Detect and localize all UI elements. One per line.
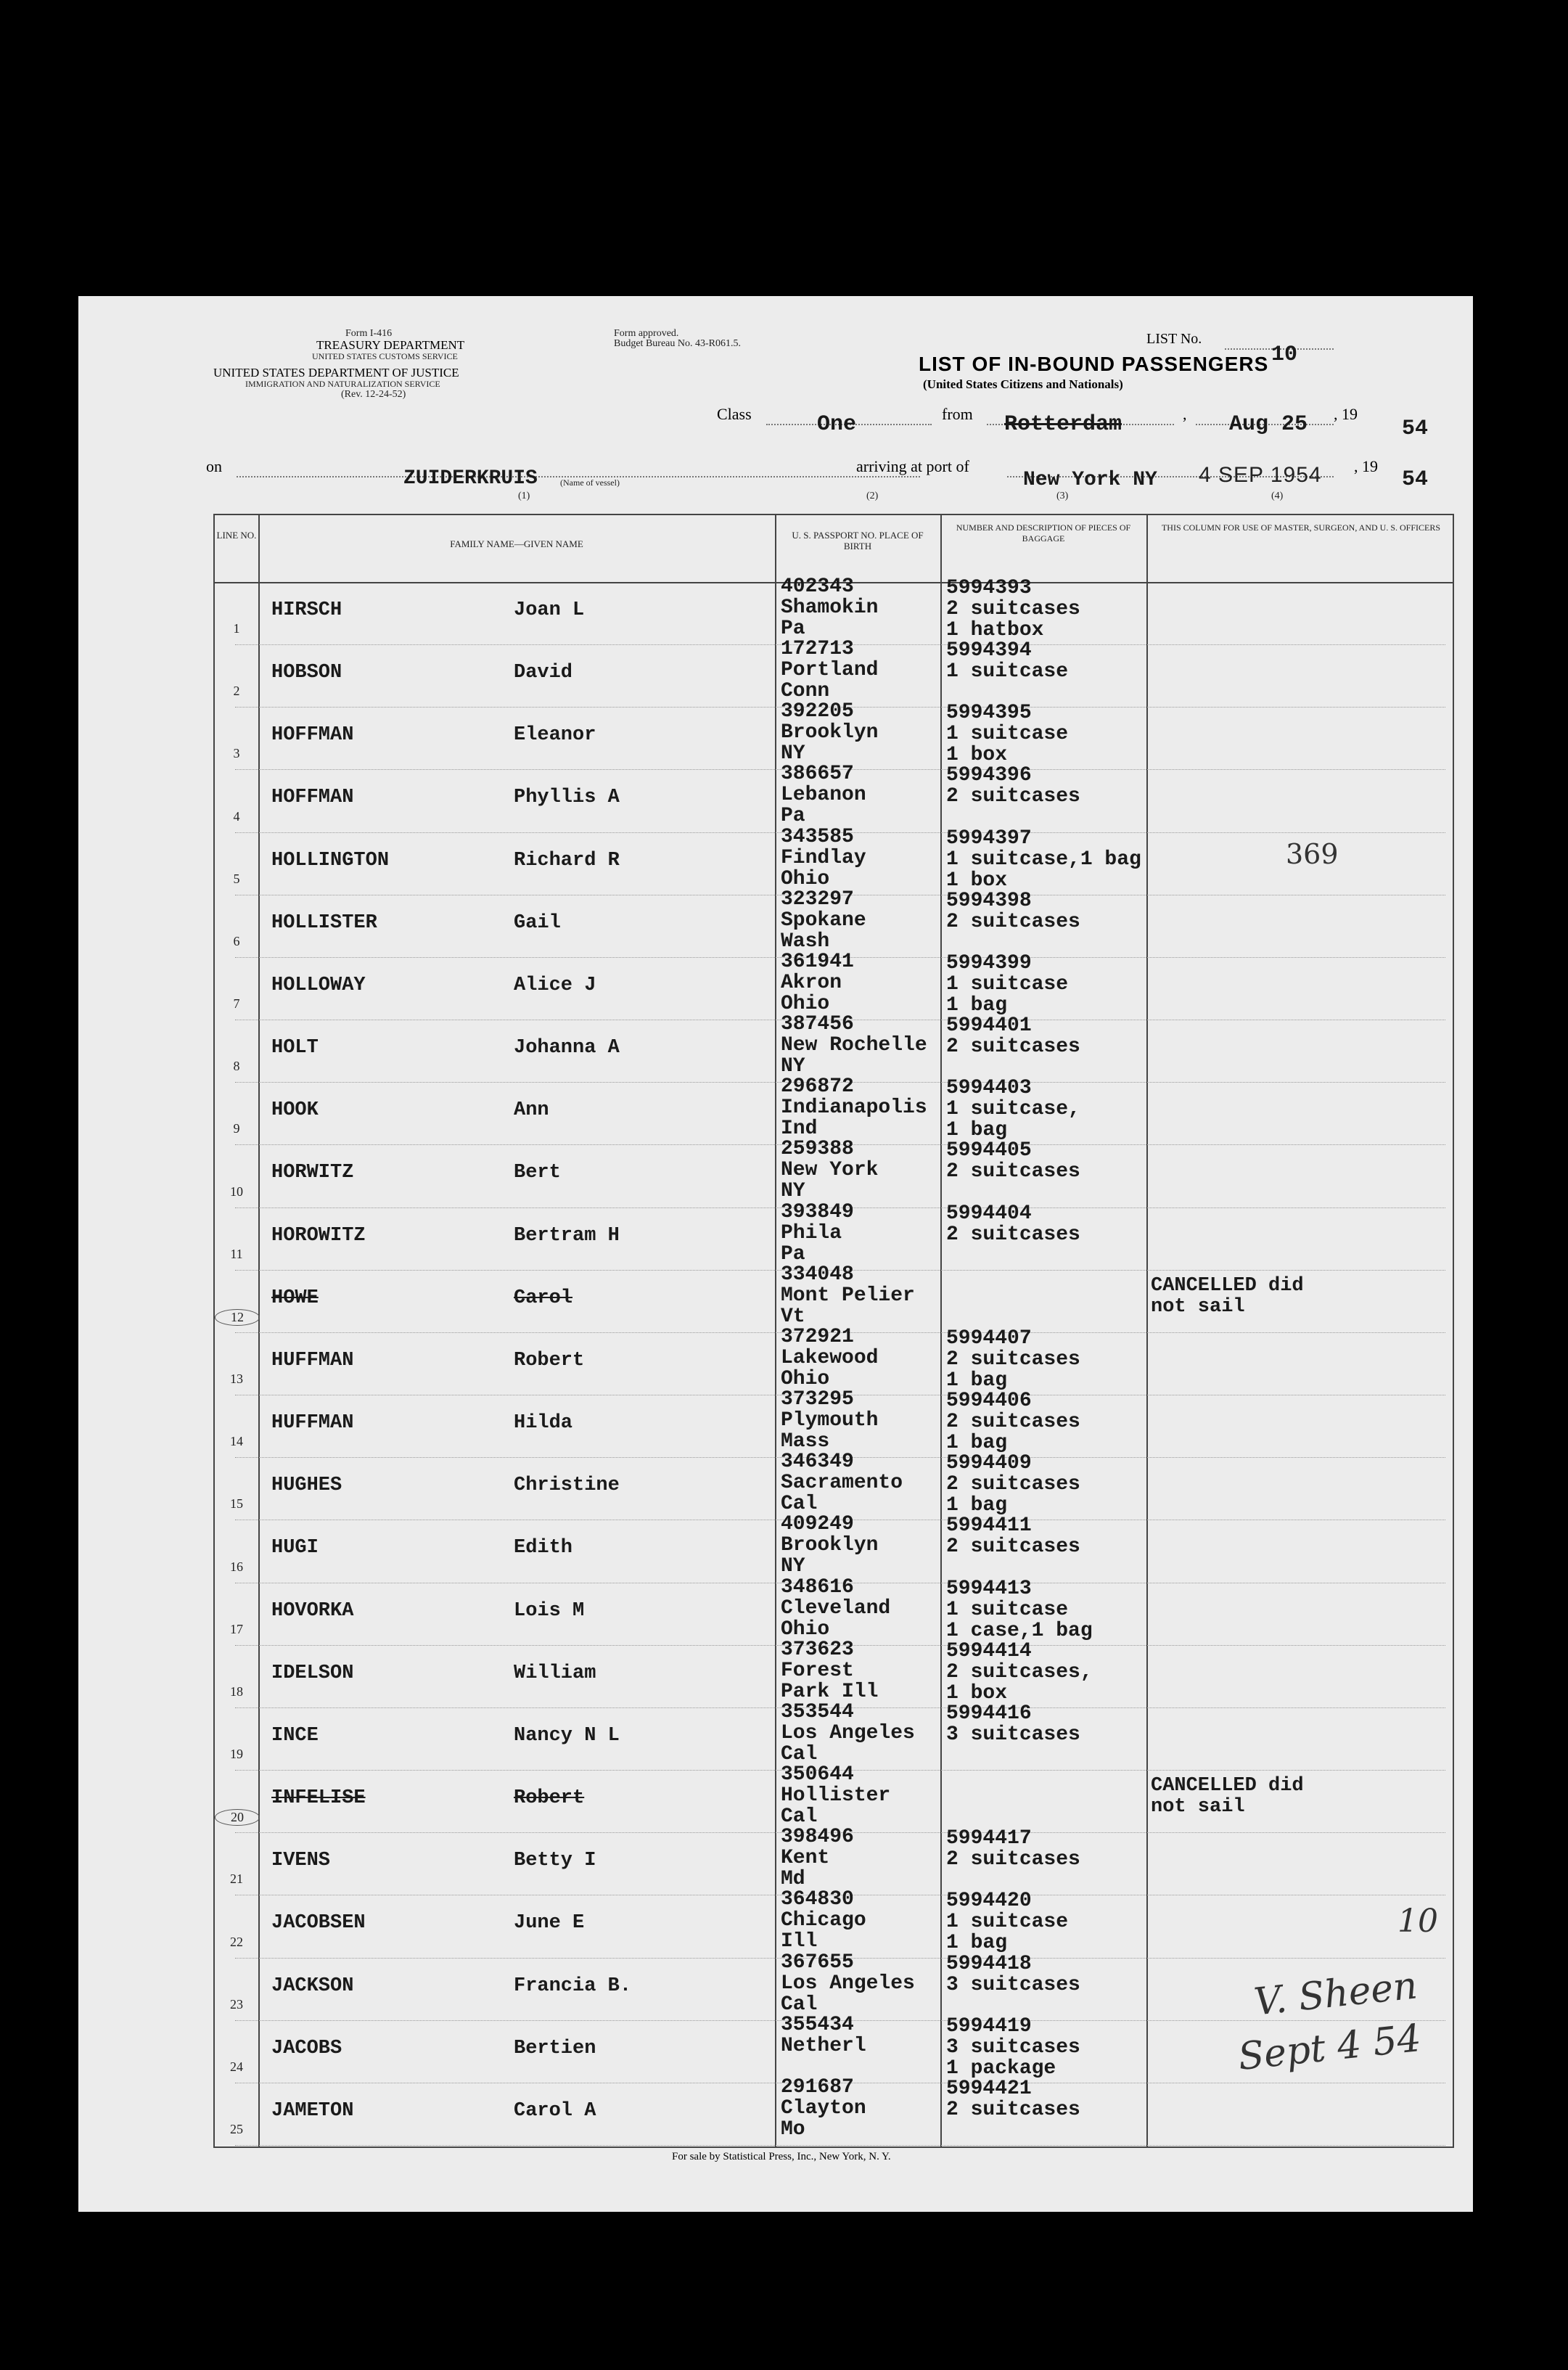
baggage-line: 5994416 (946, 1702, 1032, 1725)
line-number: 20 (215, 1809, 260, 1826)
passport-number: 373623 (781, 1638, 854, 1661)
family-name: HOFFMAN (271, 787, 354, 809)
family-name: HOBSON (271, 662, 342, 684)
vessel-name: ZUIDERKRUIS (403, 467, 538, 490)
family-name: HOLLINGTON (271, 849, 390, 872)
baggage-line: 1 bag (946, 1119, 1008, 1142)
family-name: HOLT (271, 1037, 319, 1059)
birth-place: Kent (781, 1847, 830, 1870)
birth-state: NY (781, 1555, 805, 1578)
line-number: 7 (233, 996, 240, 1012)
baggage-line: 2 suitcases (946, 1535, 1080, 1559)
birth-state: Cal (781, 1493, 818, 1516)
line-number: 14 (230, 1434, 243, 1449)
table-row (215, 1826, 1453, 1896)
baggage-line: 2 suitcases (946, 1348, 1080, 1371)
line-number: 24 (230, 2059, 243, 2074)
birth-place: Lakewood (781, 1346, 879, 1369)
baggage-line: 1 bag (946, 1369, 1008, 1392)
passport-number: 364830 (781, 1888, 854, 1911)
line-number: 15 (230, 1496, 243, 1512)
officer-note: CANCELLED did not sail (1151, 1775, 1304, 1818)
col-header-officers: THIS COLUMN FOR USE OF MASTER, SURGEON, AND U. S. OFFICERS (1161, 522, 1441, 533)
birth-place: Shamokin (781, 596, 879, 619)
table-row (215, 1638, 1453, 1709)
baggage-line: 1 bag (946, 993, 1008, 1017)
family-name: HUGHES (271, 1475, 342, 1497)
year-2: 54 (1402, 467, 1429, 492)
baggage-line: 1 box (946, 1681, 1008, 1705)
list-no-label: LIST No. (1146, 331, 1202, 347)
given-name: Nancy N L (514, 1724, 620, 1747)
birth-state: Pa (781, 805, 805, 828)
table-row (215, 1200, 1453, 1271)
passport-number: 393849 (781, 1200, 854, 1223)
baggage-line: 2 suitcases (946, 1848, 1080, 1871)
baggage-line: 5994395 (946, 702, 1032, 725)
birth-place: Netherl (781, 2034, 866, 2057)
baggage-line: 1 bag (946, 1932, 1008, 1955)
family-name: IVENS (271, 1850, 331, 1872)
given-name: June E (514, 1912, 585, 1935)
col-header-line-no: LINE NO. (216, 530, 257, 541)
manifest-table (213, 514, 1454, 2148)
given-name: Bert (514, 1162, 561, 1184)
baggage-line: 1 box (946, 869, 1008, 892)
dept-customs: UNITED STATES CUSTOMS SERVICE (312, 351, 458, 361)
birth-state: Md (781, 1868, 805, 1891)
from-port: Rotterdam (1004, 412, 1122, 437)
footer-publisher: For sale by Statistical Press, Inc., New York, N. Y. (672, 2151, 891, 2162)
birth-place: New Rochelle (781, 1034, 927, 1057)
birth-state: Cal (781, 1993, 818, 2016)
given-name: Robert (514, 1349, 585, 1371)
passport-number: 398496 (781, 1826, 854, 1849)
footnote-1: (1) (518, 491, 530, 501)
birth-state: Cal (781, 1742, 818, 1766)
given-name: Christine (514, 1475, 620, 1497)
line-number: 12 (215, 1309, 260, 1326)
table-row (215, 825, 1453, 896)
birth-state: Ohio (781, 992, 830, 1015)
baggage-line: 1 suitcase, (946, 1098, 1080, 1121)
baggage-line: 1 case,1 bag (946, 1619, 1093, 1642)
passport-number: 372921 (781, 1325, 854, 1348)
baggage-line: 1 suitcase (946, 1911, 1069, 1934)
given-name: Ann (514, 1099, 549, 1122)
baggage-line: 3 suitcases (946, 2035, 1080, 2059)
arrival-date-stamp: 4 SEP 1954 (1199, 463, 1322, 487)
passport-number: 386657 (781, 763, 854, 786)
baggage-line: 5994413 (946, 1577, 1032, 1600)
manifest-rows (215, 575, 1453, 2146)
passport-number: 334048 (781, 1263, 854, 1286)
footnote-2: (2) (866, 491, 879, 501)
birth-place: Los Angeles (781, 1721, 915, 1744)
table-row (215, 1888, 1453, 1959)
family-name: INFELISE (271, 1787, 366, 1810)
family-name: IDELSON (271, 1662, 354, 1684)
table-row (215, 1700, 1453, 1771)
birth-place: Sacramento (781, 1472, 903, 1495)
line-number: 4 (233, 808, 240, 824)
year-1: 54 (1402, 417, 1429, 441)
family-name: HOROWITZ (271, 1224, 366, 1247)
line-number: 10 (230, 1184, 243, 1199)
passport-number: 361941 (781, 950, 854, 973)
baggage-line: 5994404 (946, 1202, 1032, 1225)
birth-place: Lebanon (781, 784, 866, 807)
form-subtitle: (United States Citizens and Nationals) (923, 377, 1123, 391)
baggage-line: 5994411 (946, 1514, 1032, 1538)
baggage-line: 2 suitcases (946, 1036, 1080, 1059)
line-number: 13 (230, 1371, 243, 1387)
birth-state: Mo (781, 2117, 805, 2141)
baggage-line: 5994403 (946, 1077, 1032, 1100)
baggage-line: 5994409 (946, 1452, 1032, 1475)
family-name: HUFFMAN (271, 1349, 354, 1371)
baggage-line: 5994401 (946, 1014, 1032, 1038)
birth-place: Brooklyn (781, 721, 879, 745)
family-name: JAMETON (271, 2099, 354, 2122)
baggage-line: 3 suitcases (946, 1973, 1080, 1996)
dept-treasury: TREASURY DEPARTMENT (316, 338, 465, 352)
given-name: Richard R (514, 849, 620, 872)
birth-place: Indianapolis (781, 1096, 927, 1120)
family-name: HIRSCH (271, 599, 342, 621)
line-number: 19 (230, 1747, 243, 1762)
passport-number: 409249 (781, 1513, 854, 1536)
budget-bureau: Budget Bureau No. 43-R061.5. (614, 338, 741, 349)
passport-number: 296872 (781, 1075, 854, 1099)
manifest-page (78, 296, 1473, 2212)
birth-state: Vt (781, 1305, 805, 1328)
line-number: 23 (230, 1996, 243, 2012)
passport-number: 353544 (781, 1700, 854, 1723)
list-no-value: 10 (1271, 343, 1298, 367)
baggage-line: 2 suitcases (946, 1411, 1080, 1434)
passport-number: 323297 (781, 887, 854, 911)
table-row (215, 1325, 1453, 1396)
passport-number: 343585 (781, 825, 854, 848)
birth-place: Cleveland (781, 1596, 891, 1620)
birth-state: Ind (781, 1118, 818, 1141)
officer-note: CANCELLED did not sail (1151, 1274, 1304, 1318)
passport-number: 259388 (781, 1138, 854, 1161)
birth-place: Phila (781, 1221, 842, 1245)
table-row (215, 1013, 1453, 1083)
baggage-line: 1 box (946, 744, 1008, 767)
table-row (215, 1388, 1453, 1459)
handwritten-date: Sept 4 54 (1236, 2016, 1424, 2080)
baggage-line: 2 suitcases (946, 598, 1080, 620)
baggage-line: 5994418 (946, 1952, 1032, 1975)
table-row (215, 887, 1453, 959)
arrival-port: New York NY (1023, 469, 1157, 491)
line-number: 25 (230, 2121, 243, 2136)
birth-place: Brooklyn (781, 1534, 879, 1557)
line-number: 21 (230, 1871, 243, 1887)
line-number: 5 (233, 871, 240, 886)
line-number: 8 (233, 1059, 240, 1074)
family-name: HOLLOWAY (271, 974, 366, 996)
given-name: Robert (514, 1787, 585, 1810)
baggage-line: 1 hatbox (946, 619, 1044, 641)
birth-state: Conn (781, 680, 830, 703)
given-name: Bertien (514, 2037, 596, 2059)
officer-note: 369 (1286, 837, 1339, 870)
from-date: Aug 25 (1229, 412, 1308, 437)
given-name: Edith (514, 1537, 573, 1559)
baggage-line: 2 suitcases (946, 1223, 1080, 1246)
table-row (215, 1763, 1453, 1834)
family-name: HOWE (271, 1287, 319, 1309)
baggage-line: 5994414 (946, 1639, 1032, 1662)
line-number: 22 (230, 1934, 243, 1949)
class-value: One (817, 412, 857, 437)
family-name: HORWITZ (271, 1162, 354, 1184)
birth-place: Mont Pelier (781, 1284, 915, 1307)
birth-place: Portland (781, 659, 879, 682)
birth-state: NY (781, 1180, 805, 1203)
birth-place: Findlay (781, 846, 866, 869)
arriving-label: arriving at port of (856, 457, 969, 475)
col-header-name: FAMILY NAME—GIVEN NAME (450, 538, 583, 549)
baggage-line: 1 bag (946, 1432, 1008, 1455)
passport-number: 367655 (781, 1951, 854, 1974)
birth-state: Ill (781, 1930, 818, 1953)
table-row (215, 2075, 1453, 2146)
birth-place: Akron (781, 971, 842, 994)
year-prefix-1: , 19 (1334, 405, 1358, 423)
given-name: Eleanor (514, 724, 596, 747)
birth-state: Pa (781, 1242, 805, 1266)
baggage-line: 2 suitcases (946, 785, 1080, 808)
year-prefix-2: , 19 (1354, 457, 1378, 475)
birth-place: Chicago (781, 1909, 866, 1932)
passport-number: 346349 (781, 1451, 854, 1474)
family-name: JACKSON (271, 1975, 354, 1997)
family-name: HOLLISTER (271, 911, 377, 934)
birth-state: Mass (781, 1430, 830, 1453)
passport-number: 402343 (781, 575, 854, 598)
baggage-line: 5994419 (946, 2014, 1032, 2038)
birth-state: Cal (781, 1805, 818, 1829)
line-number: 6 (233, 933, 240, 948)
baggage-line: 1 suitcase (946, 660, 1069, 684)
given-name: Francia B. (514, 1975, 632, 1997)
birth-place: Forest (781, 1659, 854, 1682)
from-label: from (942, 405, 973, 423)
birth-state: Ohio (781, 1617, 830, 1641)
baggage-line: 2 suitcases (946, 1473, 1080, 1496)
birth-state: Wash (781, 930, 830, 953)
baggage-line: 1 suitcase (946, 723, 1069, 746)
passport-number: 387456 (781, 1013, 854, 1036)
baggage-line: 1 suitcase (946, 972, 1069, 996)
from-comma: , (1183, 405, 1187, 423)
baggage-line: 1 bag (946, 1494, 1008, 1517)
family-name: HUGI (271, 1537, 319, 1559)
footnote-3: (3) (1056, 491, 1069, 501)
baggage-line: 5994405 (946, 1139, 1032, 1163)
birth-state: Pa (781, 618, 805, 640)
family-name: HUFFMAN (271, 1412, 354, 1435)
baggage-line: 1 suitcase,1 bag (946, 848, 1141, 871)
table-row (215, 700, 1453, 771)
form-title: LIST OF IN-BOUND PASSENGERS (919, 353, 1269, 375)
line-number: 3 (233, 746, 240, 761)
given-name: Betty I (514, 1850, 596, 1872)
birth-state: Ohio (781, 1367, 830, 1390)
dept-justice: UNITED STATES DEPARTMENT OF JUSTICE (213, 366, 459, 380)
table-row (215, 1075, 1453, 1146)
table-row (215, 638, 1453, 708)
baggage-line: 1 package (946, 2057, 1056, 2080)
baggage-line: 5994407 (946, 1327, 1032, 1350)
birth-state: Ohio (781, 867, 830, 890)
line-number: 11 (230, 1246, 243, 1261)
handwritten-count: 10 (1397, 1903, 1438, 1940)
baggage-line: 5994393 (946, 577, 1032, 599)
baggage-line: 5994398 (946, 889, 1032, 912)
family-name: JACOBS (271, 2037, 342, 2059)
birth-place: Clayton (781, 2096, 866, 2120)
passport-number: 348616 (781, 1575, 854, 1599)
footnote-4: (4) (1271, 491, 1284, 501)
baggage-line: 5994417 (946, 1827, 1032, 1850)
baggage-line: 5994421 (946, 2077, 1032, 2100)
given-name: Alice J (514, 974, 596, 996)
passport-number: 373295 (781, 1388, 854, 1411)
form-approved: Form approved. (614, 328, 679, 339)
birth-state: NY (781, 742, 805, 766)
baggage-line: 5994406 (946, 1390, 1032, 1413)
baggage-line: 2 suitcases (946, 1160, 1080, 1184)
baggage-line: 2 suitcases, (946, 1660, 1093, 1684)
baggage-line: 2 suitcases (946, 2098, 1080, 2121)
family-name: HOOK (271, 1099, 319, 1122)
family-name: HOFFMAN (271, 724, 354, 747)
birth-state: NY (781, 1055, 805, 1078)
table-row (215, 1263, 1453, 1334)
class-label: Class (717, 405, 752, 423)
line-number: 9 (233, 1121, 240, 1136)
dept-ins: IMMIGRATION AND NATURALIZATION SERVICE (245, 379, 440, 389)
table-row (215, 1138, 1453, 1208)
birth-place: Plymouth (781, 1409, 879, 1432)
form-number: Form I-416 (345, 328, 393, 339)
baggage-line: 5994399 (946, 951, 1032, 975)
table-row (215, 763, 1453, 833)
line-number: 17 (230, 1621, 243, 1636)
col-header-passport: U. S. PASSPORT NO. PLACE OF BIRTH (792, 530, 924, 552)
given-name: Hilda (514, 1412, 573, 1435)
line-number: 18 (230, 1684, 243, 1699)
baggage-line: 5994397 (946, 827, 1032, 850)
line-number: 2 (233, 684, 240, 699)
passport-number: 355434 (781, 2013, 854, 2036)
given-name: William (514, 1662, 596, 1684)
form-revision: (Rev. 12-24-52) (341, 389, 406, 400)
col-header-baggage: NUMBER AND DESCRIPTION OF PIECES OF BAGGAGE (956, 522, 1131, 544)
given-name: Carol A (514, 2099, 596, 2122)
handwritten-signature: V. Sheen (1252, 1964, 1420, 2025)
given-name: David (514, 662, 573, 684)
table-row (215, 1513, 1453, 1583)
table-row (215, 950, 1453, 1021)
table-row (215, 575, 1453, 646)
table-row (215, 1451, 1453, 1521)
family-name: JACOBSEN (271, 1912, 366, 1935)
birth-place: Los Angeles (781, 1972, 915, 1995)
given-name: Carol (514, 1287, 573, 1309)
passport-number: 291687 (781, 2075, 854, 2099)
line-number: 1 (233, 621, 240, 636)
passport-number: 392205 (781, 700, 854, 723)
given-name: Lois M (514, 1599, 585, 1622)
passport-number: 172713 (781, 638, 854, 661)
birth-place: New York (781, 1159, 879, 1182)
birth-state: Park Ill (781, 1680, 879, 1703)
on-label: on (206, 457, 222, 475)
birth-place: Hollister (781, 1784, 891, 1808)
given-name: Phyllis A (514, 787, 620, 809)
baggage-line: 3 suitcases (946, 1723, 1080, 1746)
given-name: Joan L (514, 599, 585, 621)
table-row (215, 1575, 1453, 1647)
baggage-line: 5994396 (946, 764, 1032, 787)
line-number: 16 (230, 1559, 243, 1574)
family-name: HOVORKA (271, 1599, 354, 1622)
family-name: INCE (271, 1724, 319, 1747)
baggage-line: 5994394 (946, 639, 1032, 663)
given-name: Johanna A (514, 1037, 620, 1059)
baggage-line: 1 suitcase (946, 1598, 1069, 1621)
baggage-line: 5994420 (946, 1890, 1032, 1913)
baggage-line: 2 suitcases (946, 910, 1080, 933)
given-name: Gail (514, 911, 561, 934)
vessel-name-label: (Name of vessel) (560, 477, 620, 488)
birth-place: Spokane (781, 909, 866, 932)
given-name: Bertram H (514, 1224, 620, 1247)
passport-number: 350644 (781, 1763, 854, 1787)
